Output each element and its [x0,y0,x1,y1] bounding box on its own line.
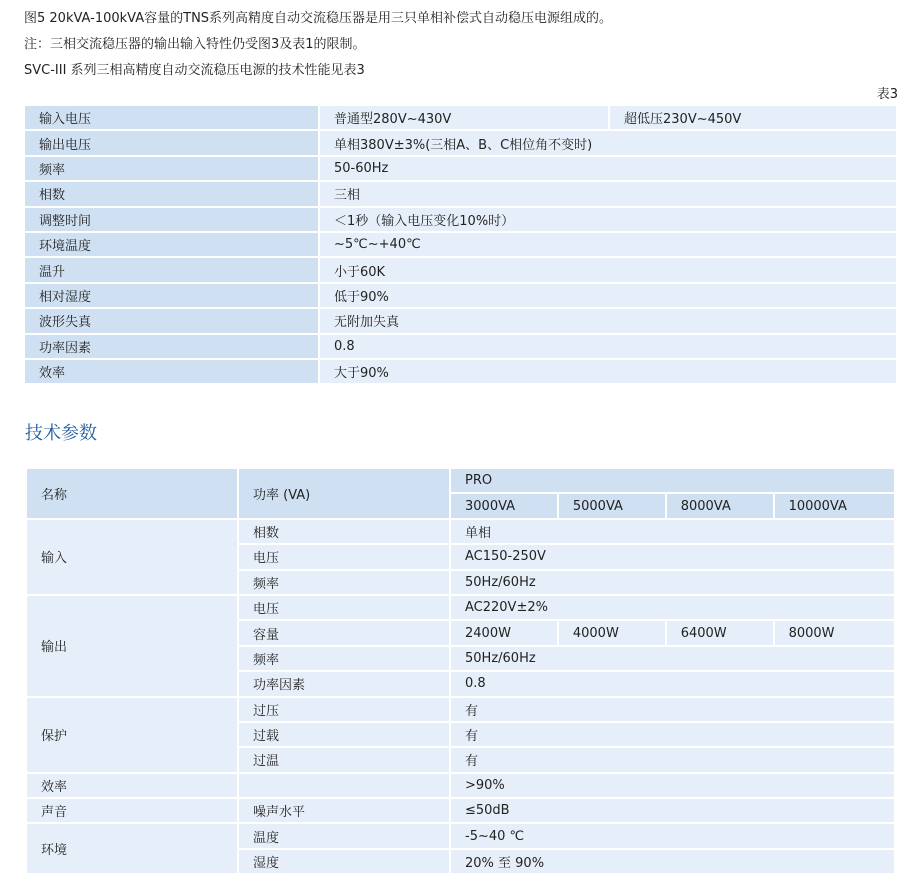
table-row [25,207,896,232]
table-row [25,257,896,282]
header-name: 名称 [26,468,238,519]
row-value-alt: 超低压230V~450V [609,106,896,130]
row-value: 50Hz/60Hz [450,646,895,671]
row-label: 过载 [238,722,450,747]
table-header-row [26,468,895,493]
row-label: 温升 [25,257,319,282]
table-row [25,181,896,206]
row-value: 有 [450,697,895,722]
group-label: 输出 [26,595,238,697]
row-value: 6400W [666,620,774,645]
table-row [26,595,895,620]
table-row [25,106,896,130]
header-capacity: 3000VA [450,493,558,518]
row-value: >90% [450,773,895,798]
row-value: 有 [450,747,895,772]
table-row [25,232,896,257]
intro-line-1: 图5 20kVA-100kVA容量的TNS系列高精度自动交流稳压器是用三只单相补偿式自动稳压电源组成的。 [24,11,613,26]
row-label: 相数 [238,519,450,544]
group-label: 保护 [26,697,238,773]
row-value: 大于90% [319,359,896,384]
row-value: ~5℃~+40℃ [319,232,896,257]
header-capacity: 5000VA [558,493,666,518]
row-value: 4000W [558,620,666,645]
row-label: 波形失真 [25,308,319,333]
row-value: 50-60Hz [319,156,896,181]
row-label: 电压 [238,544,450,569]
table-row [26,798,895,823]
intro-line-3: SVC-III 系列三相高精度自动交流稳压电源的技术性能见表3 [24,63,365,78]
table-row [25,283,896,308]
table-row [25,156,896,181]
row-label: 容量 [238,620,450,645]
spec-table [25,106,896,385]
group-label: 声音 [26,798,238,823]
row-label: 效率 [25,359,319,384]
row-value: 8000W [774,620,895,645]
row-label: 调整时间 [25,207,319,232]
table-row [25,308,896,333]
row-value: 单相380V±3%(三相A、B、C相位角不变时) [319,130,896,155]
table-caption: 表3 [876,87,898,102]
row-value: 0.8 [450,671,895,696]
row-value: 小于60K [319,257,896,282]
row-value: 20% 至 90% [450,849,895,874]
row-label: 过压 [238,697,450,722]
table-row [25,334,896,359]
header-capacity: 8000VA [666,493,774,518]
row-label: 电压 [238,595,450,620]
row-value: AC150-250V [450,544,895,569]
row-value: ＜1秒（输入电压变化10%时） [319,207,896,232]
group-label: 输入 [26,519,238,595]
row-label: 输出电压 [25,130,319,155]
table-row [26,823,895,848]
row-value: 单相 [450,519,895,544]
table-row [25,130,896,155]
row-value: 0.8 [319,334,896,359]
row-label: 温度 [238,823,450,848]
row-value: 无附加失真 [319,308,896,333]
group-label: 环境 [26,823,238,874]
row-value: AC220V±2% [450,595,895,620]
header-power: 功率 (VA) [238,468,450,519]
row-label: 功率因素 [238,671,450,696]
table-row [26,519,895,544]
row-label: 频率 [25,156,319,181]
row-value: 低于90% [319,283,896,308]
section-title: 技术参数 [25,423,97,444]
row-label: 噪声水平 [238,798,450,823]
row-label: 过温 [238,747,450,772]
row-label: 功率因素 [25,334,319,359]
row-value: ≤50dB [450,798,895,823]
table-row [26,773,895,798]
row-value: 有 [450,722,895,747]
header-capacity: 10000VA [774,493,895,518]
row-label: 相数 [25,181,319,206]
table-row [25,359,896,384]
row-value: -5~40 ℃ [450,823,895,848]
intro-line-2: 注：三相交流稳压器的输出输入特性仍受图3及表1的限制。 [24,37,366,52]
group-label: 效率 [26,773,238,798]
row-value: 2400W [450,620,558,645]
row-label: 湿度 [238,849,450,874]
table-row [26,697,895,722]
row-value: 50Hz/60Hz [450,570,895,595]
row-value: 三相 [319,181,896,206]
row-label: 输入电压 [25,106,319,130]
row-label: 相对湿度 [25,283,319,308]
header-model: PRO [450,468,895,493]
row-value: 普通型280V~430V [319,106,609,130]
row-label: 环境温度 [25,232,319,257]
row-label: 频率 [238,646,450,671]
row-label [238,773,450,798]
params-table [25,467,896,875]
row-label: 频率 [238,570,450,595]
